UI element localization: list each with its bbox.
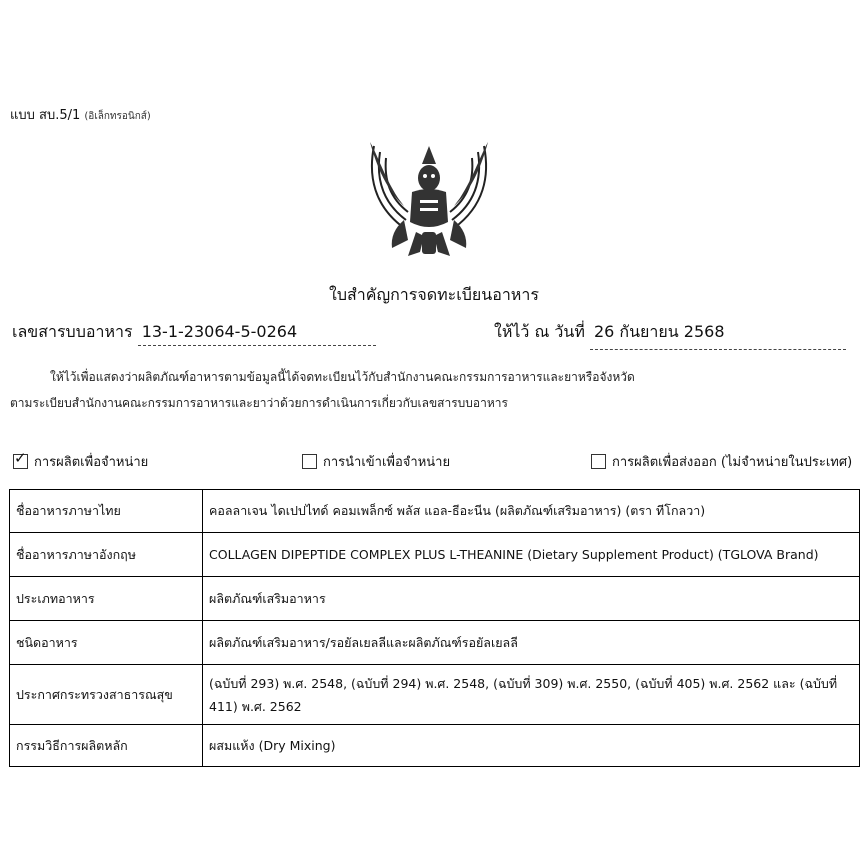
registration-number-value: 13-1-23064-5-0264 xyxy=(138,322,376,346)
purpose-label: การผลิตเพื่อจำหน่าย xyxy=(34,455,149,470)
statement-paragraph xyxy=(10,364,860,416)
registration-number xyxy=(12,320,376,346)
row-value: ผลิตภัณฑ์เสริมอาหาร/รอยัลเยลลีและผลิตภัณฑ์รอยัลเยลลี xyxy=(203,621,860,665)
row-value: COLLAGEN DIPEPTIDE COMPLEX PLUS L-THEANINE (Dietary Supplement Product) (TGLOVA Brand) xyxy=(203,533,860,577)
table-row xyxy=(10,577,860,621)
form-code-sub: (อิเล็กทรอนิกส์) xyxy=(84,111,151,122)
checkbox-empty-icon xyxy=(302,454,317,469)
statement-line-1: ให้ไว้เพื่อแสดงว่าผลิตภัณฑ์อาหารตามข้อมูลนี้ได้จดทะเบียนไว้กับสำนักงานคณะกรรมการอาหารและยาหรือจังหวัด xyxy=(50,370,635,384)
row-key: ชนิดอาหาร xyxy=(10,621,203,665)
table-row xyxy=(10,665,860,725)
row-key: ชื่ออาหารภาษาอังกฤษ xyxy=(10,533,203,577)
row-value: คอลลาเจน ไดเปปไทด์ คอมเพล็กซ์ พลัส แอล-ธีอะนีน (ผลิตภัณฑ์เสริมอาหาร) (ตรา ทีโกลวา) xyxy=(203,490,860,533)
garuda-emblem-icon xyxy=(364,136,494,260)
checkbox-checked-icon: ✓ xyxy=(14,449,27,467)
row-key: กรรมวิธีการผลิตหลัก xyxy=(10,725,203,767)
purpose-option-import xyxy=(302,451,450,472)
purpose-option-production xyxy=(13,451,148,472)
table-row xyxy=(10,621,860,665)
document-title: ใบสำคัญการจดทะเบียนอาหาร xyxy=(329,285,539,304)
form-code xyxy=(10,104,151,125)
table-row xyxy=(10,490,860,533)
purpose-label: การผลิตเพื่อส่งออก (ไม่จำหน่ายในประเทศ) xyxy=(612,455,853,470)
issue-date-value: 26 กันยายน 2568 xyxy=(590,320,846,350)
food-details-table xyxy=(9,489,860,767)
purpose-label: การนำเข้าเพื่อจำหน่าย xyxy=(323,455,451,470)
row-key: ประเภทอาหาร xyxy=(10,577,203,621)
row-value: ผสมแห้ง (Dry Mixing) xyxy=(203,725,860,767)
issue-date xyxy=(494,320,846,350)
registration-number-label: เลขสารบบอาหาร xyxy=(12,322,133,341)
purpose-option-export xyxy=(591,451,852,472)
form-code-label: แบบ สบ.5/1 xyxy=(10,108,81,123)
checkbox-empty-icon xyxy=(591,454,606,469)
row-key: ประกาศกระทรวงสาธารณสุข xyxy=(10,665,203,725)
row-value: (ฉบับที่ 293) พ.ศ. 2548, (ฉบับที่ 294) พ.ศ. 2548, (ฉบับที่ 309) พ.ศ. 2550, (ฉบับที่ 405) พ.ศ. 2562 และ (ฉบับที่ 411) พ.ศ. 2562 xyxy=(203,665,860,725)
row-key: ชื่ออาหารภาษาไทย xyxy=(10,490,203,533)
table-row xyxy=(10,533,860,577)
issue-date-label: ให้ไว้ ณ วันที่ xyxy=(494,322,585,341)
statement-line-2: ตามระเบียบสำนักงานคณะกรรมการอาหารและยาว่าด้วยการดำเนินการเกี่ยวกับเลขสารบบอาหาร xyxy=(10,396,508,410)
row-value: ผลิตภัณฑ์เสริมอาหาร xyxy=(203,577,860,621)
table-row xyxy=(10,725,860,767)
